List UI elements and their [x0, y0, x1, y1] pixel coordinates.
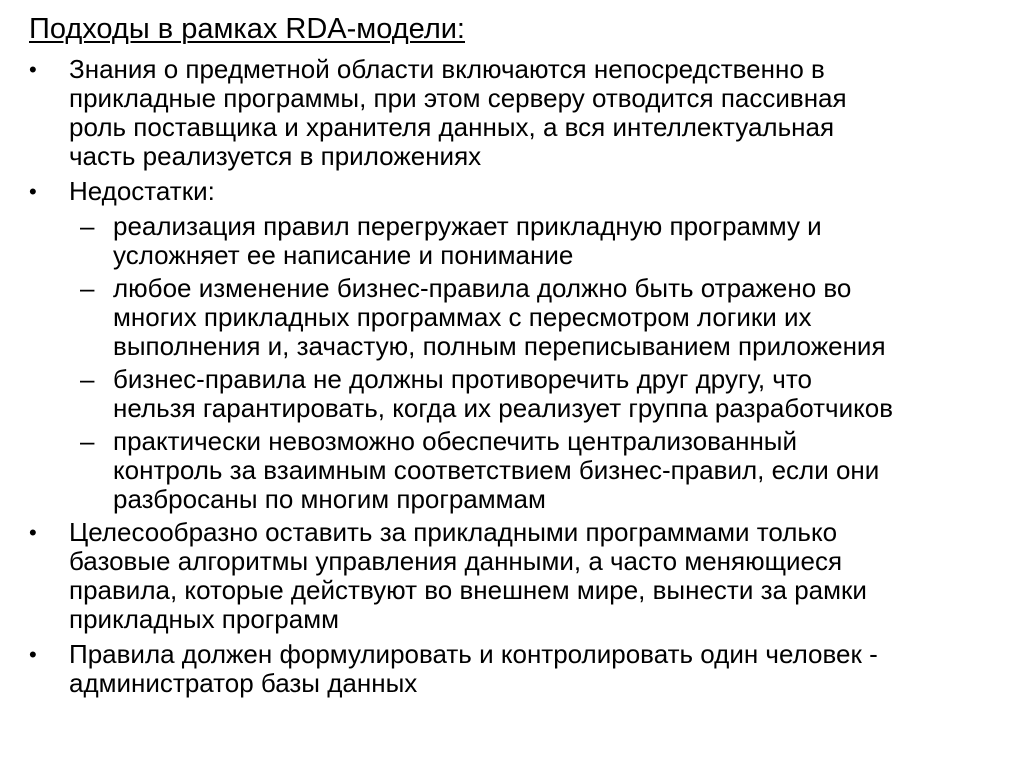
bullet-marker: • — [29, 642, 37, 667]
bullet-text-line: Целесообразно оставить за прикладными программами только — [69, 517, 838, 547]
bullet-item-recommendation — [29, 518, 1014, 634]
sub-item-overload — [29, 212, 1014, 270]
bullet-text-line: Недостатки: — [69, 176, 215, 206]
bullet-text-line: базовые алгоритмы управления данными, а часто меняющиеся — [69, 546, 843, 576]
bullet-item-domain-knowledge — [29, 55, 1014, 171]
sub-text-line: нельзя гарантировать, когда их реализует группа разработчиков — [113, 393, 894, 423]
bullet-text-line: роль поставщика и хранителя данных, а вся интеллектуальная — [69, 112, 835, 142]
sub-text-line: контроль за взаимным соответствием бизнес-правил, если они — [113, 455, 880, 485]
slide-title: Подходы в рамках RDA-модели: — [29, 13, 465, 45]
sub-text-line: усложняет ее написание и понимание — [113, 240, 574, 270]
sub-text-line: многих прикладных программах с пересмотром логики их — [113, 302, 812, 332]
bullet-marker: • — [29, 179, 37, 204]
bullet-text-line: прикладных программ — [69, 604, 339, 634]
bullet-text-line: часть реализуется в приложениях — [69, 141, 482, 171]
sub-text-line: реализация правил перегружает прикладную программу и — [113, 211, 822, 241]
sub-item-consistency — [29, 365, 1014, 423]
sub-text-line: любое изменение бизнес-правила должно быть отражено во — [113, 273, 852, 303]
sub-text-line: бизнес-правила не должны противоречить друг другу, что — [113, 364, 812, 394]
bullet-item-drawbacks — [29, 177, 1014, 206]
dash-marker: – — [80, 364, 95, 394]
bullet-text-line: Знания о предметной области включаются непосредственно в — [69, 54, 825, 84]
bullet-marker: • — [29, 520, 37, 545]
bullet-marker: • — [29, 57, 37, 82]
sub-text-line: выполнения и, зачастую, полным переписыванием приложения — [113, 331, 886, 361]
sub-text-line: практически невозможно обеспечить централизованный — [113, 426, 798, 456]
dash-marker: – — [80, 273, 95, 303]
bullet-item-dba — [29, 640, 1014, 698]
bullet-text-line: правила, которые действуют во внешнем мире, вынести за рамки — [69, 575, 867, 605]
dash-marker: – — [80, 426, 95, 456]
dash-marker: – — [80, 211, 95, 241]
bullet-text-line: Правила должен формулировать и контролировать один человек - — [69, 639, 878, 669]
bullet-list — [29, 55, 1014, 704]
sub-item-change-propagation — [29, 274, 1014, 361]
bullet-text-line: прикладные программы, при этом серверу отводится пассивная — [69, 83, 847, 113]
bullet-text-line: администратор базы данных — [69, 668, 418, 698]
sub-item-central-control — [29, 427, 1014, 514]
sub-text-line: разбросаны по многим программам — [113, 484, 546, 514]
